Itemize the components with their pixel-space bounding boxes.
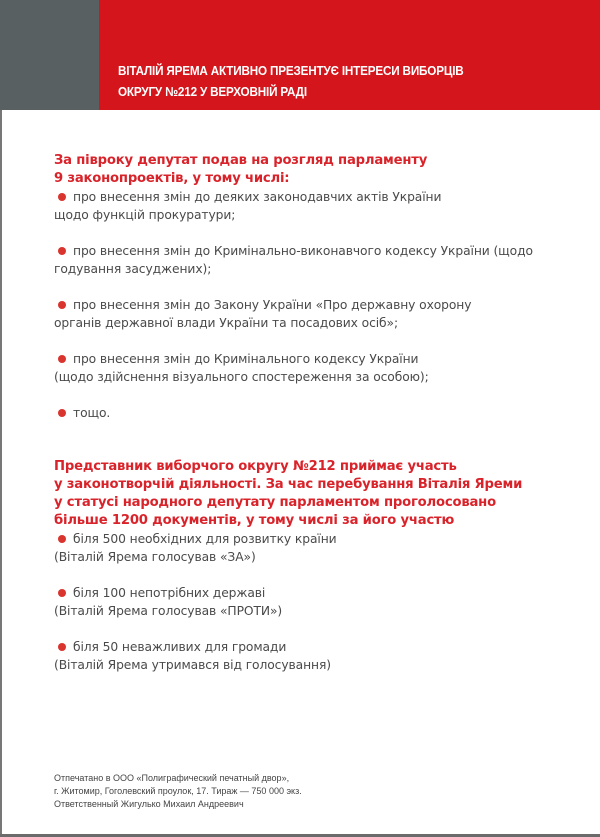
list-item <box>54 350 574 386</box>
heading-line: За півроку депутат подав на розгляд парламенту <box>54 153 428 168</box>
list-item <box>54 242 574 278</box>
bullet-icon <box>58 589 66 597</box>
header-red-block <box>99 0 600 110</box>
header-banner <box>0 0 600 110</box>
item-text: годування засуджених); <box>54 262 212 276</box>
item-text: (щодо здійснення візуального спостереження за особою); <box>54 370 429 384</box>
heading-line: Представник виборчого округу №212 приймає участь <box>54 459 457 474</box>
item-text: тощо. <box>73 406 111 420</box>
list-item <box>54 296 574 332</box>
item-text: про внесення змін до деяких законодавчих актів України <box>73 190 442 204</box>
item-text: біля 100 непотрібних державі <box>73 586 266 600</box>
item-text: про внесення змін до Кримінального кодексу України <box>73 352 419 366</box>
page-edge-left <box>0 110 2 837</box>
list-item <box>54 404 574 422</box>
item-text: про внесення змін до Кримінально-виконавчого кодексу України (щодо <box>73 244 533 258</box>
bullet-icon <box>58 409 66 417</box>
bullet-icon <box>58 355 66 363</box>
list-item <box>54 584 574 620</box>
item-text: біля 500 необхідних для розвитку країни <box>73 532 337 546</box>
bullet-icon <box>58 193 66 201</box>
bullet-icon <box>58 643 66 651</box>
header-title <box>118 60 464 102</box>
heading-line: більше 1200 документів, у тому числі за його участю <box>54 513 455 528</box>
item-text: органів державної влади України та посадових осіб»; <box>54 316 398 330</box>
header-gray-strip <box>0 0 99 110</box>
item-text: щодо функцій прокуратури; <box>54 208 236 222</box>
header-title-line: ВІТАЛІЙ ЯРЕМА АКТИВНО ПРЕЗЕНТУЄ ІНТЕРЕСИ ВИБОРЦІВ <box>118 63 464 78</box>
imprint-line: Ответственный Жигулько Михаил Андреевич <box>54 799 244 809</box>
list-item <box>54 530 574 566</box>
imprint-line: г. Житомир, Гоголевский проулок, 17. Тираж — 750 000 экз. <box>54 786 302 796</box>
section2-heading <box>54 458 574 530</box>
section1-heading <box>54 152 574 188</box>
heading-line: у законотворчій діяльності. За час перебування Віталія Яреми <box>54 477 523 492</box>
item-text: (Віталій Ярема голосував «ПРОТИ») <box>54 604 283 618</box>
bullet-icon <box>58 301 66 309</box>
list-item <box>54 638 574 674</box>
list-item <box>54 188 574 224</box>
imprint <box>54 772 302 811</box>
main-content <box>54 152 574 674</box>
heading-line: у статусі народного депутату парламентом проголосовано <box>54 495 496 510</box>
imprint-line: Отпечатано в ООО «Полиграфический печатный двор», <box>54 773 290 783</box>
bullet-icon <box>58 535 66 543</box>
item-text: про внесення змін до Закону України «Про державну охорону <box>73 298 472 312</box>
header-title-line: ОКРУГУ №212 У ВЕРХОВНІЙ РАДІ <box>118 84 307 99</box>
item-text: біля 50 неважливих для громади <box>73 640 287 654</box>
item-text: (Віталій Ярема утримався від голосування) <box>54 658 331 672</box>
item-text: (Віталій Ярема голосував «ЗА») <box>54 550 256 564</box>
bullet-icon <box>58 247 66 255</box>
heading-line: 9 законопроектів, у тому числі: <box>54 171 290 186</box>
